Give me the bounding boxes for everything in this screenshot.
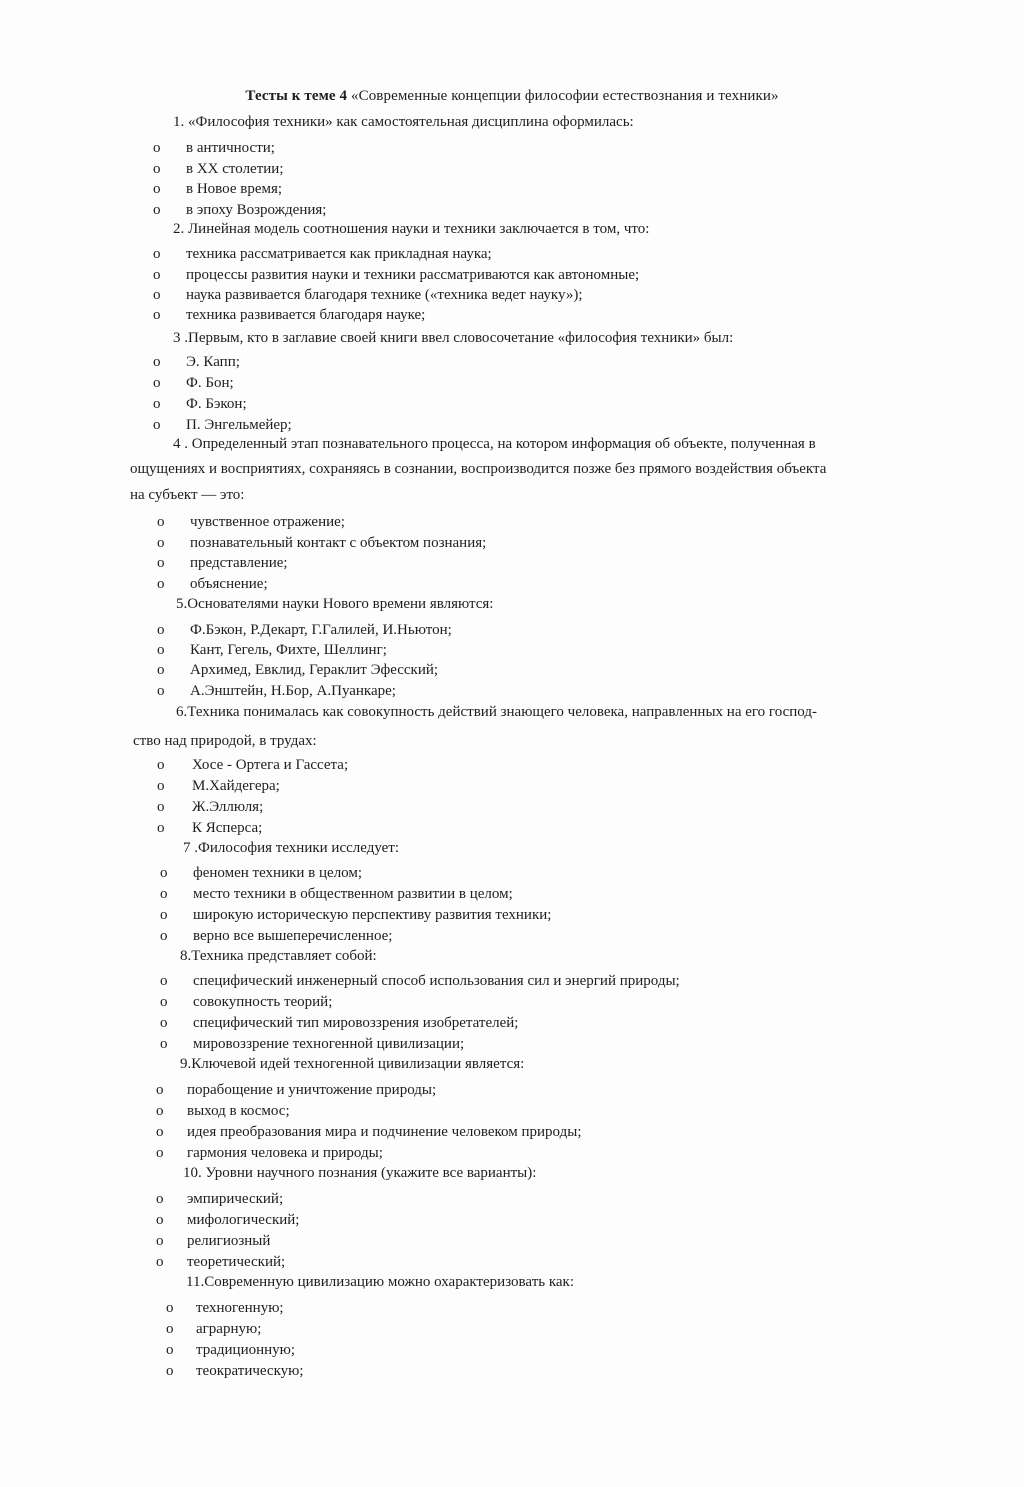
option-bullet: o	[157, 622, 165, 638]
option-text: объяснение;	[190, 576, 268, 592]
option-text: в XX столетии;	[186, 161, 284, 177]
question-6-line-1: 6.Техника понималась как совокупность действий знающего человека, направленных на его господ-	[176, 704, 817, 720]
option-bullet: o	[153, 354, 161, 370]
question-2: 2. Линейная модель соотношения науки и техники заключается в том, что:	[173, 221, 650, 237]
question-4-line-1: 4 . Определенный этап познавательного процесса, на котором информация об объекте, полученная в	[173, 436, 816, 452]
option-bullet: o	[153, 246, 161, 262]
option-text: техника развивается благодаря науке;	[186, 307, 426, 323]
option-bullet: o	[153, 396, 161, 412]
option-text: Э. Капп;	[186, 354, 240, 370]
option-text: представление;	[190, 555, 288, 571]
option-text: эмпирический;	[187, 1191, 284, 1207]
option-bullet: o	[160, 994, 168, 1010]
option-bullet: o	[157, 778, 165, 794]
title-rest: «Современные концепции философии естествознания и техники»	[351, 88, 779, 104]
option-text: в Новое время;	[186, 181, 283, 197]
option-bullet: o	[156, 1103, 164, 1119]
option-text: порабощение и уничтожение природы;	[187, 1082, 437, 1098]
option-bullet: o	[156, 1212, 164, 1228]
option-text: традиционную;	[196, 1342, 296, 1358]
option-bullet: o	[156, 1082, 164, 1098]
option-bullet: o	[153, 375, 161, 391]
option-bullet: o	[156, 1124, 164, 1140]
option-text: мировоззрение техногенной цивилизации;	[193, 1036, 465, 1052]
question-1: 1. «Философия техники» как самостоятельная дисциплина оформилась:	[173, 114, 634, 130]
option-text: чувственное отражение;	[190, 514, 345, 530]
option-text: верно все вышеперечисленное;	[193, 928, 393, 944]
question-3: 3 .Первым, кто в заглавие своей книги ввел словосочетание «философия техники» был:	[173, 330, 734, 346]
option-text: феномен техники в целом;	[193, 865, 363, 881]
option-text: Хосе - Ортега и Гассета;	[192, 757, 349, 773]
option-bullet: o	[157, 799, 165, 815]
question-4-line-2: ощущениях и восприятиях, сохраняясь в сознании, воспроизводится позже без прямого воздействия объекта	[130, 461, 827, 477]
option-bullet: o	[153, 202, 161, 218]
option-bullet: o	[157, 757, 165, 773]
option-bullet: o	[160, 886, 168, 902]
option-text: в эпоху Возрождения;	[186, 202, 327, 218]
option-text: Ф.Бэкон, Р.Декарт, Г.Галилей, И.Ньютон;	[190, 622, 452, 638]
option-bullet: o	[160, 907, 168, 923]
option-text: Ж.Эллюля;	[192, 799, 264, 815]
option-bullet: o	[157, 820, 165, 836]
option-bullet: o	[153, 267, 161, 283]
question-6-line-2: ство над природой, в трудах:	[133, 733, 317, 749]
option-bullet: o	[160, 928, 168, 944]
option-text: Архимед, Евклид, Гераклит Эфесский;	[190, 662, 439, 678]
option-text: познавательный контакт с объектом познания;	[190, 535, 487, 551]
option-bullet: o	[160, 1015, 168, 1031]
option-bullet: o	[157, 514, 165, 530]
option-text: в античности;	[186, 140, 275, 156]
option-bullet: o	[153, 287, 161, 303]
option-bullet: o	[157, 555, 165, 571]
option-bullet: o	[153, 417, 161, 433]
option-text: теоретический;	[187, 1254, 286, 1270]
option-text: совокупность теорий;	[193, 994, 333, 1010]
option-text: специфический инженерный способ использования сил и энергий природы;	[193, 973, 680, 989]
option-text: место техники в общественном развитии в целом;	[193, 886, 513, 902]
option-bullet: o	[166, 1342, 174, 1358]
option-text: техногенную;	[196, 1300, 284, 1316]
title-bold: Тесты к теме 4	[245, 88, 348, 104]
option-bullet: o	[166, 1363, 174, 1379]
question-11: 11.Современную цивилизацию можно охарактеризовать как:	[186, 1274, 575, 1290]
option-bullet: o	[160, 1036, 168, 1052]
option-text: специфический тип мировоззрения изобретателей;	[193, 1015, 519, 1031]
option-bullet: o	[160, 865, 168, 881]
question-7: 7 .Философия техники исследует:	[183, 840, 400, 856]
question-8: 8.Техника представляет собой:	[180, 948, 377, 964]
option-bullet: o	[156, 1145, 164, 1161]
option-bullet: o	[157, 642, 165, 658]
option-bullet: o	[157, 576, 165, 592]
option-bullet: o	[153, 161, 161, 177]
option-text: техника рассматривается как прикладная наука;	[186, 246, 492, 262]
option-text: теократическую;	[196, 1363, 304, 1379]
option-bullet: o	[157, 683, 165, 699]
option-text: Ф. Бэкон;	[186, 396, 247, 412]
option-text: широкую историческую перспективу развития техники;	[193, 907, 552, 923]
option-bullet: o	[166, 1300, 174, 1316]
option-bullet: o	[153, 181, 161, 197]
option-text: процессы развития науки и техники рассматриваются как автономные;	[186, 267, 640, 283]
question-5: 5.Основателями науки Нового времени являются:	[176, 596, 494, 612]
option-text: выход в космос;	[187, 1103, 290, 1119]
question-9: 9.Ключевой идей техногенной цивилизации является:	[180, 1056, 525, 1072]
question-4-line-3: на субъект — это:	[130, 487, 245, 503]
option-bullet: o	[157, 535, 165, 551]
option-bullet: o	[153, 140, 161, 156]
option-text: наука развивается благодаря технике («техника ведет науку»);	[186, 287, 583, 303]
option-text: гармония человека и природы;	[187, 1145, 383, 1161]
option-text: К Ясперса;	[192, 820, 263, 836]
option-bullet: o	[156, 1233, 164, 1249]
option-text: М.Хайдегера;	[192, 778, 280, 794]
option-text: А.Энштейн, Н.Бор, А.Пуанкаре;	[190, 683, 396, 699]
option-text: аграрную;	[196, 1321, 262, 1337]
question-10: 10. Уровни научного познания (укажите все варианты):	[183, 1165, 537, 1181]
option-text: Ф. Бон;	[186, 375, 234, 391]
option-text: Кант, Гегель, Фихте, Шеллинг;	[190, 642, 387, 658]
option-text: идея преобразования мира и подчинение человеком природы;	[187, 1124, 582, 1140]
option-bullet: o	[160, 973, 168, 989]
option-bullet: o	[156, 1254, 164, 1270]
option-bullet: o	[153, 307, 161, 323]
page-title	[0, 88, 1024, 105]
option-text: П. Энгельмейер;	[186, 417, 292, 433]
option-bullet: o	[157, 662, 165, 678]
option-bullet: o	[166, 1321, 174, 1337]
option-text: мифологический;	[187, 1212, 300, 1228]
option-text: религиозный	[187, 1233, 271, 1249]
option-bullet: o	[156, 1191, 164, 1207]
